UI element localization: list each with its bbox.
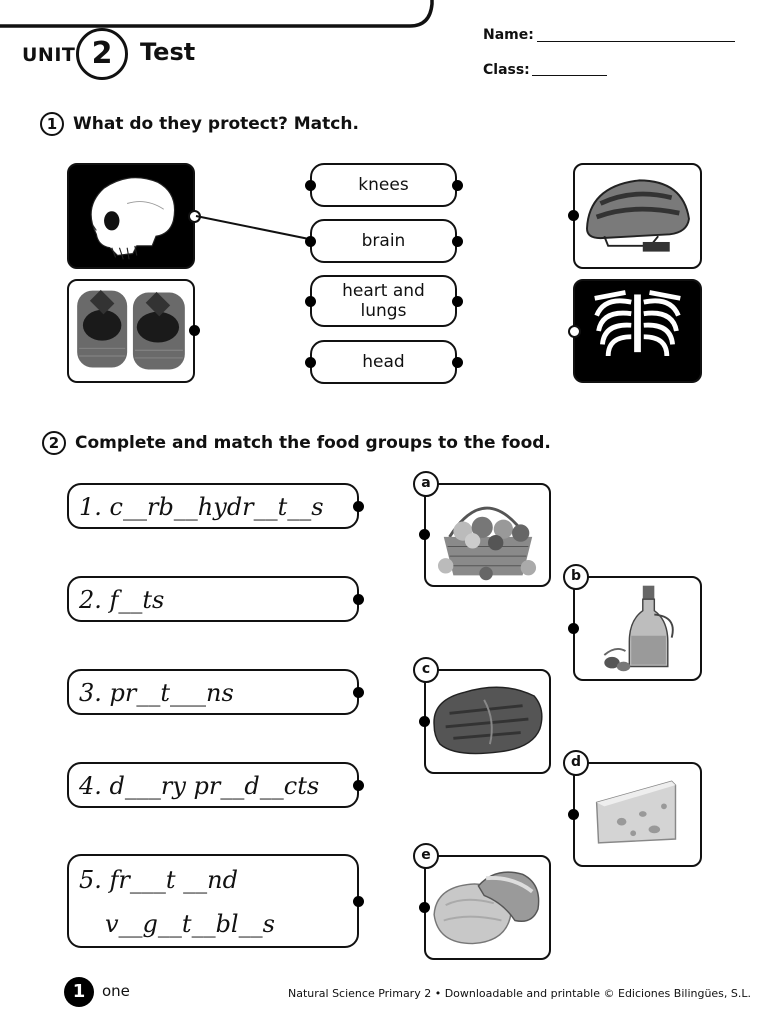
food-group-dot[interactable] [353,780,364,791]
word-right-dot[interactable] [452,236,463,247]
word-left-dot[interactable] [305,236,316,247]
word-right-dot[interactable] [452,357,463,368]
food-group-text: 2. f__ts [79,586,165,614]
word-label: brain [361,231,406,251]
unit-number: 2 [76,28,128,80]
name-label: Name: [483,27,534,43]
question-1-number: 1 [40,112,64,136]
helmet-image [573,163,702,269]
food-group-box-1[interactable] [67,483,359,529]
letter-badge-d: d [563,750,589,776]
food-group-text: 5. fr___t __nd [79,866,238,894]
word-label: knees [358,175,409,195]
word-box-heart-and-lungs[interactable] [310,275,457,327]
food-image-dot[interactable] [568,809,579,820]
word-box-brain[interactable] [310,219,457,263]
food-group-text: 3. pr__t___ns [79,679,234,707]
letter-badge-b: b [563,564,589,590]
bread-image [424,855,551,960]
question-2-number: 2 [42,431,66,455]
food-image-dot[interactable] [419,902,430,913]
food-group-dot[interactable] [353,594,364,605]
food-group-text: 1. c__rb__hydr__t__s [79,493,324,521]
word-label: head [362,352,405,372]
food-image-dot[interactable] [419,716,430,727]
oil-bottle-image [573,576,702,681]
question-2-title: Complete and match the food groups to the food. [75,433,551,453]
page-number: 1 [64,977,94,1007]
word-left-dot[interactable] [305,296,316,307]
letter-badge-c: c [413,657,439,683]
food-group-box-4[interactable] [67,762,359,808]
word-right-dot[interactable] [452,180,463,191]
food-group-text: v__g__t__bl__s [105,910,275,938]
word-label: heart and lungs [342,281,425,321]
letter-badge-a: a [413,471,439,497]
knee-pads-connector-dot[interactable] [189,325,200,336]
word-left-dot[interactable] [305,180,316,191]
food-group-dot[interactable] [353,687,364,698]
word-box-knees[interactable] [310,163,457,207]
word-left-dot[interactable] [305,357,316,368]
steak-image [424,669,551,774]
question-1-title: What do they protect? Match. [73,114,359,134]
class-label: Class: [483,62,530,78]
word-box-head[interactable] [310,340,457,384]
page-number-word: one [102,982,130,1000]
food-image-dot[interactable] [419,529,430,540]
food-group-box-5[interactable] [67,854,359,948]
food-group-box-2[interactable] [67,576,359,622]
food-group-dot[interactable] [353,896,364,907]
letter-badge-e: e [413,843,439,869]
food-group-box-3[interactable] [67,669,359,715]
cheese-image [573,762,702,867]
helmet-connector-dot[interactable] [568,210,579,221]
footer-credit: Natural Science Primary 2 • Downloadable and printable © Ediciones Bilingües, S.L. [288,987,752,1000]
ribcage-image [573,279,702,383]
ribcage-connector-dot[interactable] [568,325,581,338]
food-group-text: 4. d___ry pr__d__cts [79,772,320,800]
unit-label: UNIT [22,44,76,66]
page-title: Test [140,38,196,66]
food-image-dot[interactable] [568,623,579,634]
food-group-dot[interactable] [353,501,364,512]
word-right-dot[interactable] [452,296,463,307]
fruit-basket-image [424,483,551,587]
